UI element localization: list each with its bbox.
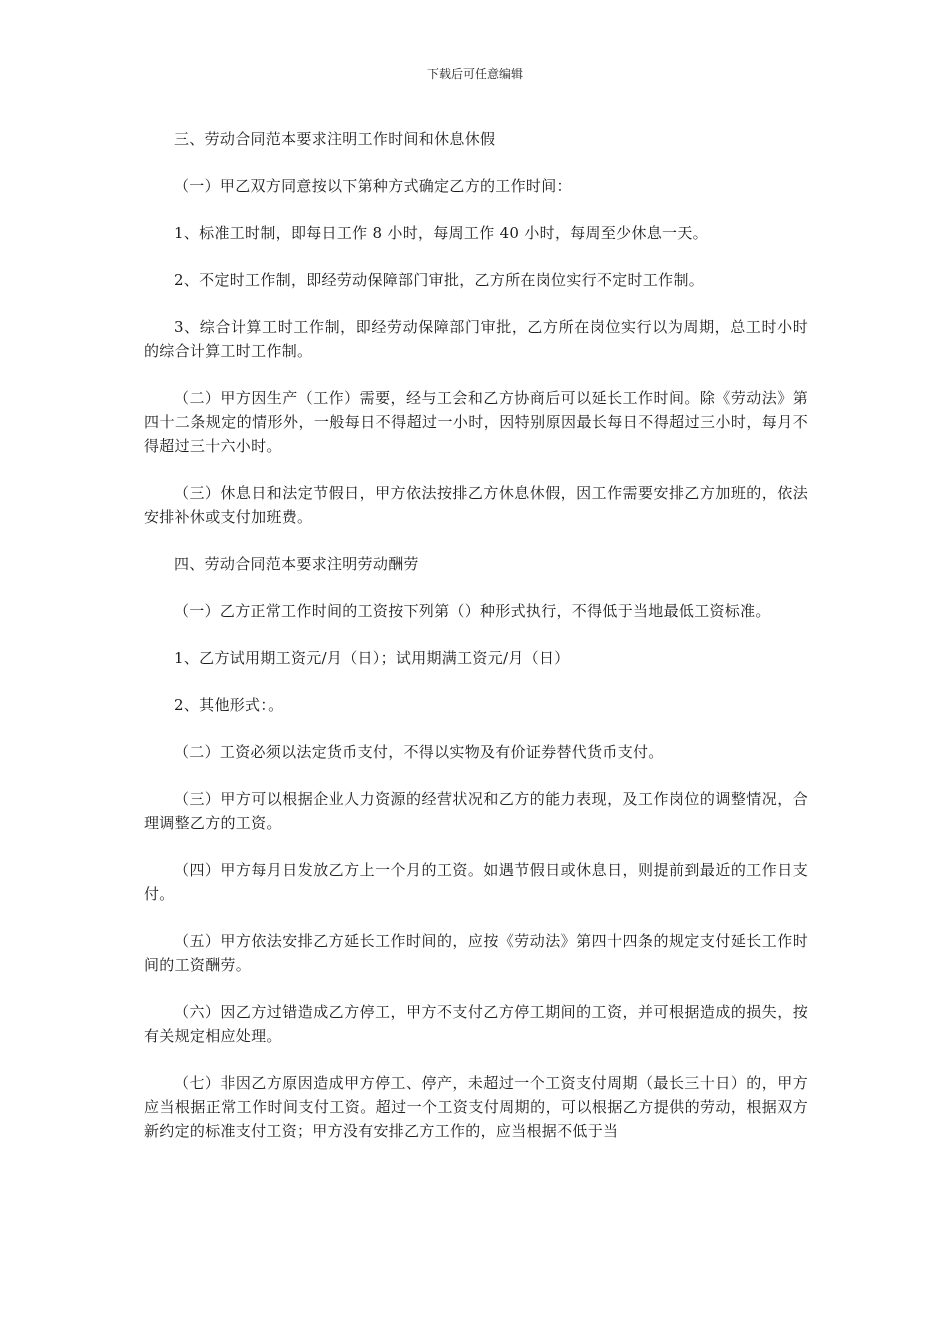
paragraph: 1、标准工时制，即每日工作 8 小时，每周工作 40 小时，每周至少休息一天。 [174, 224, 708, 242]
paragraph: （三）休息日和法定节假日，甲方依法按排乙方休息休假，因工作需要安排乙方加班的，依法安排补休或支付加班费。 [144, 484, 808, 526]
paragraph: 3、综合计算工时工作制，即经劳动保障部门审批，乙方所在岗位实行以为周期，总工时小时的综合计算工时工作制。 [144, 318, 808, 360]
paragraph: （二）工资必须以法定货币支付，不得以实物及有价证券替代货币支付。 [174, 743, 664, 761]
paragraph: 2、不定时工作制，即经劳动保障部门审批，乙方所在岗位实行不定时工作制。 [174, 271, 705, 289]
section-heading-remuneration: 四、劳动合同范本要求注明劳动酬劳 [174, 555, 419, 573]
section-heading-work-hours: 三、劳动合同范本要求注明工作时间和休息休假 [174, 130, 496, 148]
document-body [144, 127, 808, 1143]
paragraph: （一）甲乙双方同意按以下第种方式确定乙方的工作时间： [174, 177, 572, 195]
paragraph: （七）非因乙方原因造成甲方停工、停产，未超过一个工资支付周期（最长三十日）的，甲方应当根据正常工作时间支付工资。超过一个工资支付周期的，可以根据乙方提供的劳动，根据双方新约定的标准支付工资；甲方没有安排乙方工作的，应当根据不低于当 [144, 1074, 808, 1140]
paragraph: （二）甲方因生产（工作）需要，经与工会和乙方协商后可以延长工作时间。除《劳动法》第四十二条规定的情形外，一般每日不得超过一小时，因特别原因最长每日不得超过三小时，每月不得超过三十六小时。 [144, 389, 808, 455]
paragraph: （四）甲方每月日发放乙方上一个月的工资。如遇节假日或休息日，则提前到最近的工作日支付。 [144, 861, 808, 903]
paragraph: （一）乙方正常工作时间的工资按下列第（）种形式执行，不得低于当地最低工资标准。 [174, 602, 771, 620]
paragraph: 1、乙方试用期工资元/月（日）；试用期满工资元/月（日） [174, 649, 570, 667]
paragraph: （五）甲方依法安排乙方延长工作时间的，应按《劳动法》第四十四条的规定支付延长工作时间的工资酬劳。 [144, 932, 808, 974]
paragraph: 2、其他形式：。 [174, 696, 284, 714]
paragraph: （六）因乙方过错造成乙方停工，甲方不支付乙方停工期间的工资，并可根据造成的损失，按有关规定相应处理。 [144, 1003, 808, 1045]
page-header-note: 下载后可任意编辑 [426, 67, 523, 81]
paragraph: （三）甲方可以根据企业人力资源的经营状况和乙方的能力表现，及工作岗位的调整情况，合理调整乙方的工资。 [144, 790, 808, 832]
